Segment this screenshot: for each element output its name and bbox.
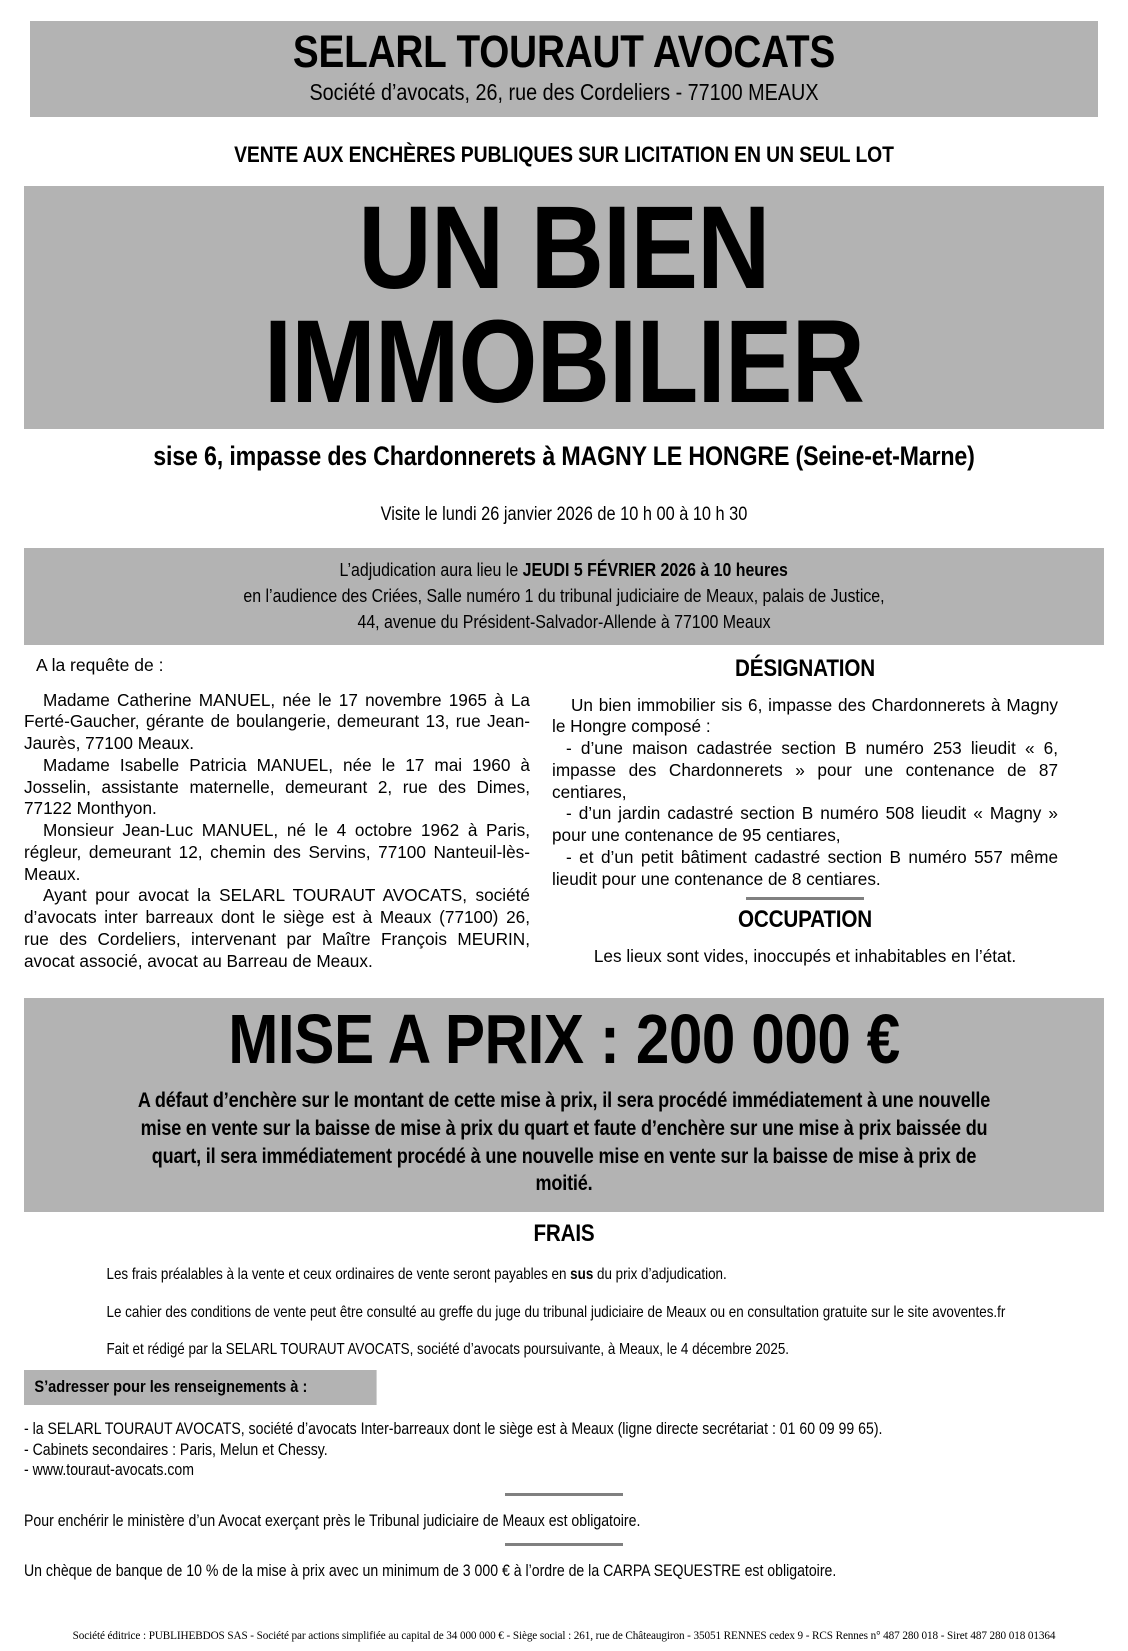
requete-heading: A la requête de : [36,654,164,675]
contact-list-item: - Cabinets secondaires : Paris, Melun et Chessy. [24,1440,328,1459]
designation-column [552,655,1058,969]
lawyer-requirement: Pour enchérir le ministère d’un Avocat exerçant près le Tribunal judiciaire de Meaux est obligatoire. [24,1512,641,1531]
section-divider-rule [746,897,864,900]
party-paragraph: Madame Catherine MANUEL, née le 17 novembre 1965 à La Ferté-Gaucher, gérante de boulangerie, demeurant 13, rue Jean-Jaurès, 77100 Meaux. [24,689,530,754]
frais-p1-before: Les frais préalables à la vente et ceux ordinaires de vente seront payables en [106,1266,571,1284]
auction-notice-page [0,21,1128,1651]
frais-paragraph-3: Fait et rédigé par la SELARL TOURAUT AVOCATS, société d’avocats poursuivante, à Meaux, le 4 décembre 2025. [106,1340,790,1358]
frais-paragraph-1 [106,1265,1021,1285]
contact-list [24,1419,1104,1481]
section-divider-rule [505,1543,623,1546]
firm-name: SELARL TOURAUT AVOCATS [292,26,836,77]
designation-item: - d’une maison cadastrée section B numéro 253 lieudit « 6, impasse des Chardonnerets » pour une contenance de 87 centiares, [552,738,1058,802]
section-divider-rule [505,1493,623,1496]
adjudication-date-line [24,557,1104,583]
contact-list-item: - la SELARL TOURAUT AVOCATS, société d’avocats Inter-barreaux dont le siège est à Meaux (ligne directe secrétariat : 01 60 09 99 65). [24,1420,883,1439]
occupation-heading: OCCUPATION [738,906,872,934]
designation-item: - d’un jardin cadastré section B numéro 508 lieudit « Magny » pour une contenance de 95 centiares, [552,803,1058,846]
publisher-credit: Société éditrice : PUBLIHEBDOS SAS - Société par actions simplifiée au capital de 34 000 000 € - Siège social : 261, rue de Châteaugiron - 35051 RENNES cedex 9 - RCS Rennes n° 487 280 018 - Siret 487 280 018 01364 [72,1630,1056,1642]
contact-website[interactable]: - www.touraut-avocats.com [24,1461,194,1480]
mise-a-prix-title: MISE A PRIX : 200 000 € [228,1000,900,1079]
firm-address: Société d’avocats, 26, rue des Cordeliers - 77100 MEAUX [309,78,819,105]
frais-heading: FRAIS [533,1220,595,1248]
party-paragraph: Monsieur Jean-Luc MANUEL, né le 4 octobre 1962 à Paris, régleur, demeurant 12, chemin des Servins, 77100 Nanteuil-lès-Meaux. [24,820,530,884]
requete-column [24,655,530,973]
contact-bar-label: S’adresser pour les renseignements à : [24,1370,377,1405]
party-paragraph: Madame Isabelle Patricia MANUEL, née le 17 mai 1960 à Josselin, assistante maternelle, demeurant 2, rue des Dimes, 77122 Monthyon. [24,754,530,819]
occupation-text: Les lieux sont vides, inoccupés et inhabitables en l’état. [593,946,1017,967]
title-line-2: IMMOBILIER [263,295,865,428]
party-paragraph: Ayant pour avocat la SELARL TOURAUT AVOCATS, société d’avocats inter barreaux dont le siège est à Meaux (77100) 26, rue des Cordeliers, intervenant par Maître François MEURIN, avocat associé, avocat au Barreau de Meaux. [24,885,530,971]
adjudication-lead: L’adjudication aura lieu le [339,558,523,580]
firm-header-band [30,21,1098,117]
adjudication-band [24,548,1104,645]
visit-schedule: Visite le lundi 26 janvier 2026 de 10 h 00 à 10 h 30 [380,503,748,525]
mise-a-prix-band [24,998,1104,1212]
title-line-1: UN BIEN [358,182,770,315]
sale-type-line: VENTE AUX ENCHÈRES PUBLIQUES SUR LICITATION EN UN SEUL LOT [234,142,894,168]
adjudication-date: JEUDI 5 FÉVRIER 2026 à 10 heures [522,558,789,580]
two-column-section [24,655,1104,973]
frais-paragraph-2: Le cahier des conditions de vente peut être consulté au greffe du juge du tribunal judiciaire de Meaux ou en consultation gratuite sur le site avoventes.fr [106,1303,1006,1321]
adjudication-street: 44, avenue du Président-Salvador-Allende à 77100 Meaux [357,611,771,633]
designation-item: - et d’un petit bâtiment cadastré section B numéro 557 même lieudit pour une contenance de 8 centiares. [552,846,1058,889]
property-address: sise 6, impasse des Chardonnerets à MAGNY LE HONGRE (Seine-et-Marne) [153,440,975,471]
frais-p1-emphasis: sus [570,1266,594,1284]
cheque-requirement: Un chèque de banque de 10 % de la mise à prix avec un minimum de 3 000 € à l’ordre de la CARPA SEQUESTRE est obligatoire. [24,1562,837,1581]
designation-heading: DÉSIGNATION [735,654,875,682]
designation-intro: Un bien immobilier sis 6, impasse des Chardonnerets à Magny le Hongre composé : [552,694,1058,737]
property-title-band [24,182,1104,429]
mise-a-prix-note: A défaut d’enchère sur le montant de cette mise à prix, il sera procédé immédiatement à une nouvelle mise en vente sur la baisse de mise à prix du quart et faute d’enchère sur une mise à prix baissée du quart, il sera immédiatement procédé à une nouvelle mise en vente sur la baisse de mise à prix de moitié. [137,1088,991,1196]
adjudication-venue: en l’audience des Criées, Salle numéro 1 du tribunal judiciaire de Meaux, palais de Justice, [243,585,885,607]
frais-p1-after: du prix d’adjudication. [593,1266,727,1284]
